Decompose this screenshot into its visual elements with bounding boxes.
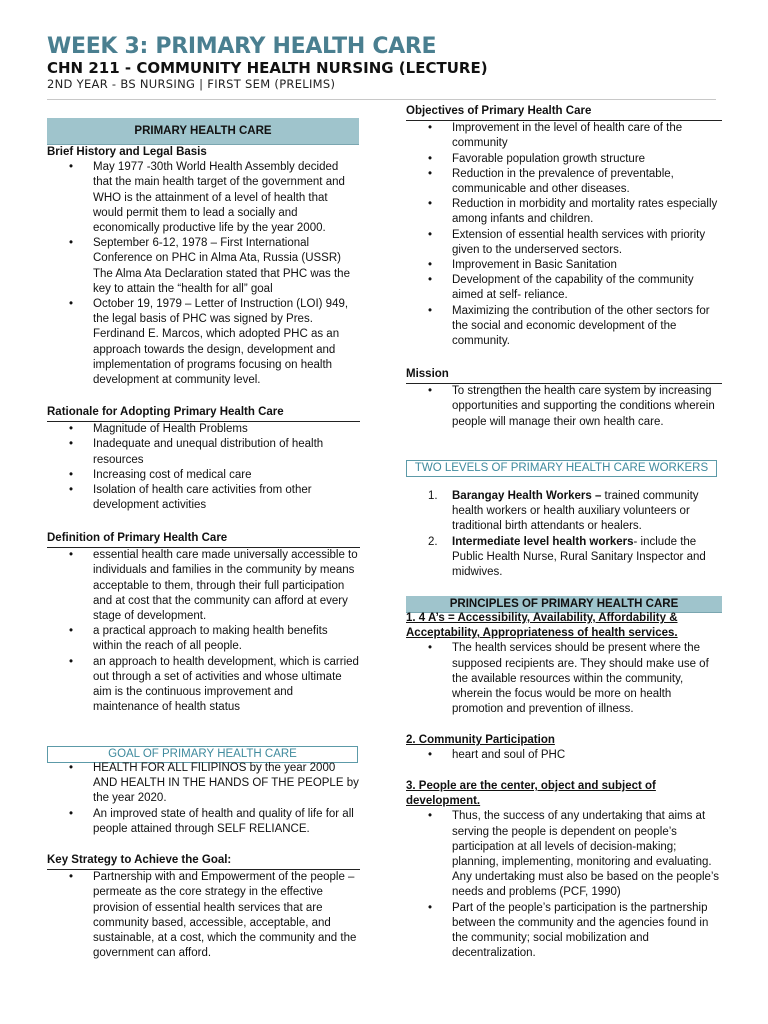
- list-item: • To strengthen the health care system by increasing opportunities and supporting the conditions wherein people will manage their own health care.: [406, 384, 722, 430]
- levels-box: TWO LEVELS OF PRIMARY HEALTH CARE WORKERS: [406, 460, 717, 477]
- page-title: WEEK 3: PRIMARY HEALTH CARE: [47, 34, 437, 59]
- list-item: • May 1977 -30th World Health Assembly decided that the main health target of the government and WHO is the attainment of a level of health that would permit them to lead a socially and economically productive life by the year 2000.: [47, 160, 360, 236]
- mission-list: [406, 384, 722, 430]
- objectives-heading: Objectives of Primary Health Care: [406, 104, 722, 121]
- list-item: • The health services should be present where the supposed recipients are. They should make use of the available resources within the community, wherein the focus would be more on health promotion and prevention of illness.: [406, 641, 722, 717]
- list-item: • Extension of essential health services with priority given to the underserved sectors.: [406, 228, 722, 258]
- history-section: [47, 145, 360, 388]
- goal-section: [47, 761, 360, 837]
- principle-1-heading: 1. 4 A’s = Accessibility, Availability, Affordability & Acceptability, Appropriateness of health services.: [406, 612, 678, 640]
- principle-2-section: [406, 733, 722, 763]
- principle-1-section: [406, 611, 722, 717]
- principle-3-section: [406, 779, 722, 961]
- principles-banner: PRINCIPLES OF PRIMARY HEALTH CARE: [406, 596, 722, 613]
- strategy-heading: Key Strategy to Achieve the Goal:: [47, 853, 360, 870]
- header-divider: [47, 99, 716, 100]
- mission-heading: Mission: [406, 367, 722, 384]
- list-item: • September 6-12, 1978 – First International Conference on PHC in Alma Ata, Russia (USSR) The Alma Ata Declaration stated that PHC was the key to attain the “health for all” goal: [47, 236, 360, 297]
- list-item: • essential health care made universally accessible to individuals and families in the community by means acceptable to them, through their full participation and at cost that the community can afford at every stage of development.: [47, 548, 360, 624]
- principle-3-heading: 3. People are the center, object and subject of development.: [406, 780, 656, 808]
- list-item: • HEALTH FOR ALL FILIPINOS by the year 2000 AND HEALTH IN THE HANDS OF THE PEOPLE by the year 2020.: [47, 761, 360, 807]
- phc-banner: PRIMARY HEALTH CARE: [47, 118, 359, 145]
- definition-section: [47, 531, 360, 715]
- list-item: • an approach to health development, which is carried out through a set of activities and whose ultimate aim is the continuous improvement and maintenance of health status: [47, 655, 360, 716]
- list-item: • Isolation of health care activities from other development activities: [47, 483, 360, 513]
- objectives-section: [406, 104, 722, 349]
- list-item: • Development of the capability of the community aimed at self- reliance.: [406, 273, 722, 303]
- rationale-heading: Rationale for Adopting Primary Health Care: [47, 405, 360, 422]
- principle-2-heading: 2. Community Participation: [406, 734, 555, 746]
- principle-1-list: [406, 641, 722, 717]
- list-item: • Improvement in Basic Sanitation: [406, 258, 722, 273]
- list-item: • October 19, 1979 – Letter of Instruction (LOI) 949, the legal basis of PHC was signed by Pres. Ferdinand E. Marcos, which adopted PHC as an approach towards the design, development and implementation of programs focusing on health development at community level.: [47, 297, 360, 388]
- list-item: • Thus, the success of any undertaking that aims at serving the people is dependent on people’s participation at all levels of decision-making; planning, implementing, monitoring and evaluating. Any undertaking must also be based on the people’s needs and problems (PCF, 1990): [406, 809, 722, 900]
- goal-box: GOAL OF PRIMARY HEALTH CARE: [47, 746, 358, 763]
- list-item: • heart and soul of PHC: [406, 748, 722, 763]
- year-line: 2ND YEAR - BS NURSING | FIRST SEM (PRELIMS): [47, 77, 336, 91]
- list-item: • Maximizing the contribution of the other sectors for the social and economic development of the community.: [406, 304, 722, 350]
- principle-3-list: [406, 809, 722, 961]
- list-item: • Inadequate and unequal distribution of health resources: [47, 437, 360, 467]
- principle-2-list: [406, 748, 722, 763]
- document-header: [47, 34, 488, 91]
- list-item: 2. Intermediate level health workers- include the Public Health Nurse, Rural Sanitary Inspector and midwives.: [428, 535, 706, 579]
- rationale-list: [47, 422, 360, 513]
- list-item: • Reduction in morbidity and mortality rates especially among infants and children.: [406, 197, 722, 227]
- definition-heading: Definition of Primary Health Care: [47, 531, 360, 548]
- history-heading: Brief History and Legal Basis: [47, 146, 207, 158]
- list-item: • Improvement in the level of health care of the community: [406, 121, 722, 151]
- levels-section: [406, 489, 722, 580]
- list-item: • Favorable population growth structure: [406, 152, 722, 167]
- list-item: • Magnitude of Health Problems: [47, 422, 360, 437]
- list-item: • Reduction in the prevalence of preventable, communicable and other diseases.: [406, 167, 722, 197]
- list-item: 1. Barangay Health Workers – trained community health workers or health auxiliary volunteers or traditional birth attendants or healers.: [428, 490, 699, 533]
- goal-list: [47, 761, 360, 837]
- objectives-list: [406, 121, 722, 349]
- mission-section: [406, 367, 722, 430]
- levels-list: [406, 489, 722, 580]
- list-item: • a practical approach to making health benefits within the reach of all people.: [47, 624, 360, 654]
- course-subtitle: CHN 211 - COMMUNITY HEALTH NURSING (LECTURE): [47, 59, 488, 77]
- list-item: • Partnership with and Empowerment of the people – permeate as the core strategy in the effective provision of essential health services that are community based, accessible, acceptable, and sustainable, at a cost, which the community and the government can afford.: [47, 870, 360, 961]
- history-list: [47, 160, 360, 388]
- list-item: • Part of the people’s participation is the partnership between the community and the agencies found in the community; social mobilization and decentralization.: [406, 901, 722, 962]
- list-item: • Increasing cost of medical care: [47, 468, 360, 483]
- strategy-list: [47, 870, 360, 961]
- strategy-section: [47, 853, 360, 961]
- definition-list: [47, 548, 360, 715]
- rationale-section: [47, 405, 360, 513]
- list-item: • An improved state of health and quality of life for all people attained through SELF RELIANCE.: [47, 807, 360, 837]
